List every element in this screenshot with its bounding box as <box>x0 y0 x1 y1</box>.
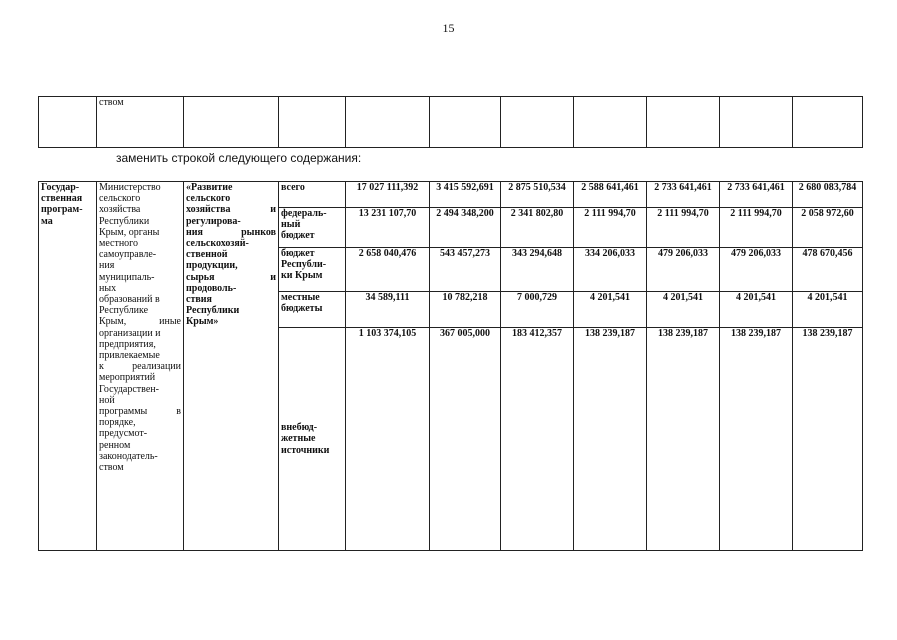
funding-value-cell: 343 294,648 <box>501 248 574 292</box>
responsible-executor-line: образований в <box>99 294 160 306</box>
instruction-text: заменить строкой следующего содержания: <box>116 151 362 165</box>
funding-value-cell: 2 111 994,70 <box>574 208 647 248</box>
funding-source-line: всего <box>281 182 305 193</box>
funding-value-cell: 1 103 374,105 <box>346 328 430 551</box>
responsible-executor-line: хозяйства <box>99 204 141 216</box>
funding-value-cell: 7 000,729 <box>501 292 574 328</box>
funding-source-line: ки Крым <box>281 270 323 282</box>
funding-source-cell <box>279 208 346 248</box>
program-type-line: програм- <box>41 204 83 216</box>
responsible-executor-line: сельского <box>99 193 141 205</box>
funding-source-line: Республи- <box>281 259 327 271</box>
program-name-line: регулирова- <box>186 215 241 227</box>
funding-value-cell: 4 201,541 <box>720 292 793 328</box>
responsible-executor-line: самоуправле- <box>99 249 157 261</box>
top-table-row <box>39 97 863 148</box>
funding-value-cell: 4 201,541 <box>793 292 863 328</box>
responsible-executor-line: привлекаемые <box>99 350 160 362</box>
funding-value-cell: 13 231 107,70 <box>346 208 430 248</box>
funding-value-cell: 2 341 802,80 <box>501 208 574 248</box>
funding-value-cell: 2 588 641,461 <box>574 182 647 208</box>
responsible-executor-line: ством <box>99 462 124 474</box>
funding-value-cell: 183 412,357 <box>501 328 574 551</box>
responsible-executor-line: Министерство <box>99 182 161 193</box>
program-name-line: продоволь- <box>186 282 237 294</box>
top-fragment-text: ством <box>99 97 124 108</box>
funding-value-cell: 367 005,000 <box>430 328 501 551</box>
program-name-cell <box>184 182 279 551</box>
funding-source-line: жетные <box>281 433 316 445</box>
responsible-executor-line: Крым, иные <box>99 316 181 328</box>
funding-source-cell <box>279 248 346 292</box>
responsible-executor-line: ных <box>99 282 117 294</box>
program-type-line: Государ- <box>41 182 80 193</box>
funding-value-cell: 479 206,033 <box>647 248 720 292</box>
funding-source-line: федераль- <box>281 208 327 219</box>
responsible-executor-cell <box>97 182 184 551</box>
responsible-executor-line: Республике <box>99 305 149 317</box>
funding-source-line: ный <box>281 219 301 231</box>
funding-value-cell: 2 733 641,461 <box>720 182 793 208</box>
funding-value-cell: 3 415 592,691 <box>430 182 501 208</box>
funding-value-cell: 2 680 083,784 <box>793 182 863 208</box>
program-name-line: сырья и <box>186 271 276 283</box>
funding-value-cell: 17 027 111,392 <box>346 182 430 208</box>
program-name-line: сельскохозяй- <box>186 238 249 250</box>
top-cell-5 <box>346 97 430 148</box>
responsible-executor-line: Крым, органы <box>99 226 160 238</box>
program-name-line: сельского <box>186 193 231 205</box>
funding-value-cell: 34 589,111 <box>346 292 430 328</box>
funding-value-cell: 2 875 510,534 <box>501 182 574 208</box>
funding-source-line: источники <box>281 444 330 456</box>
top-cell-8 <box>574 97 647 148</box>
funding-value-cell: 4 201,541 <box>574 292 647 328</box>
top-cell-11 <box>793 97 863 148</box>
funding-source-line: внебюд- <box>281 422 318 434</box>
program-name-line: Крым» <box>186 316 219 328</box>
responsible-executor-line: предусмот- <box>99 428 148 440</box>
funding-source-cell <box>279 182 346 208</box>
responsible-executor-line: порядке, <box>99 417 136 429</box>
responsible-executor-line: предприятия, <box>99 338 156 350</box>
funding-value-cell: 138 239,187 <box>793 328 863 551</box>
funding-value-cell: 2 494 348,200 <box>430 208 501 248</box>
responsible-executor-line: местного <box>99 238 139 250</box>
program-table-row <box>39 182 863 208</box>
top-cell-9 <box>647 97 720 148</box>
responsible-executor-line: организации и <box>99 327 161 339</box>
top-cell-1 <box>39 97 97 148</box>
funding-value-cell: 2 111 994,70 <box>720 208 793 248</box>
program-name-line: Республики <box>186 305 240 317</box>
funding-value-cell: 10 782,218 <box>430 292 501 328</box>
responsible-executor-line: ния <box>99 260 115 272</box>
top-cell-7 <box>501 97 574 148</box>
funding-value-cell: 478 670,456 <box>793 248 863 292</box>
top-cell-4 <box>279 97 346 148</box>
responsible-executor-line: ной <box>99 394 115 406</box>
funding-value-cell: 138 239,187 <box>647 328 720 551</box>
funding-value-cell: 138 239,187 <box>574 328 647 551</box>
funding-value-cell: 2 658 040,476 <box>346 248 430 292</box>
top-cell-3 <box>184 97 279 148</box>
program-name-line: ствия <box>186 294 212 306</box>
program-name-line: ственной <box>186 249 228 261</box>
responsible-executor-line: муниципаль- <box>99 271 155 283</box>
responsible-executor-line: законодатель- <box>99 450 158 462</box>
program-type-line: ственная <box>41 193 83 205</box>
funding-value-cell: 334 206,033 <box>574 248 647 292</box>
funding-source-line: бюджет <box>281 230 315 242</box>
responsible-executor-line: к реализации <box>99 361 181 373</box>
funding-value-cell: 479 206,033 <box>720 248 793 292</box>
funding-value-cell: 2 733 641,461 <box>647 182 720 208</box>
funding-source-line: местные <box>281 292 320 303</box>
responsible-executor-line: ренном <box>99 439 131 451</box>
top-cell-2 <box>97 97 184 148</box>
responsible-executor-line: Государствен- <box>99 383 159 395</box>
responsible-executor-line: программы в <box>99 406 181 418</box>
funding-value-cell: 138 239,187 <box>720 328 793 551</box>
funding-source-line: бюджет <box>281 248 315 259</box>
top-cell-10 <box>720 97 793 148</box>
program-type-cell <box>39 182 97 551</box>
program-name-line: ния рынков <box>186 226 276 238</box>
responsible-executor-line: Республики <box>99 215 150 227</box>
program-name-line: хозяйства и <box>186 204 276 216</box>
program-name-line: «Развитие <box>186 182 233 193</box>
funding-source-cell <box>279 328 346 551</box>
program-type-line: ма <box>41 215 53 227</box>
funding-source-line: бюджеты <box>281 303 323 315</box>
funding-source-cell <box>279 292 346 328</box>
responsible-executor-line: мероприятий <box>99 372 156 384</box>
program-name-line: продукции, <box>186 260 238 272</box>
funding-value-cell: 2 058 972,60 <box>793 208 863 248</box>
top-table-fragment <box>38 96 863 148</box>
funding-value-cell: 2 111 994,70 <box>647 208 720 248</box>
program-table <box>38 181 863 551</box>
page-number: 15 <box>442 21 455 35</box>
top-cell-6 <box>430 97 501 148</box>
funding-value-cell: 543 457,273 <box>430 248 501 292</box>
funding-value-cell: 4 201,541 <box>647 292 720 328</box>
